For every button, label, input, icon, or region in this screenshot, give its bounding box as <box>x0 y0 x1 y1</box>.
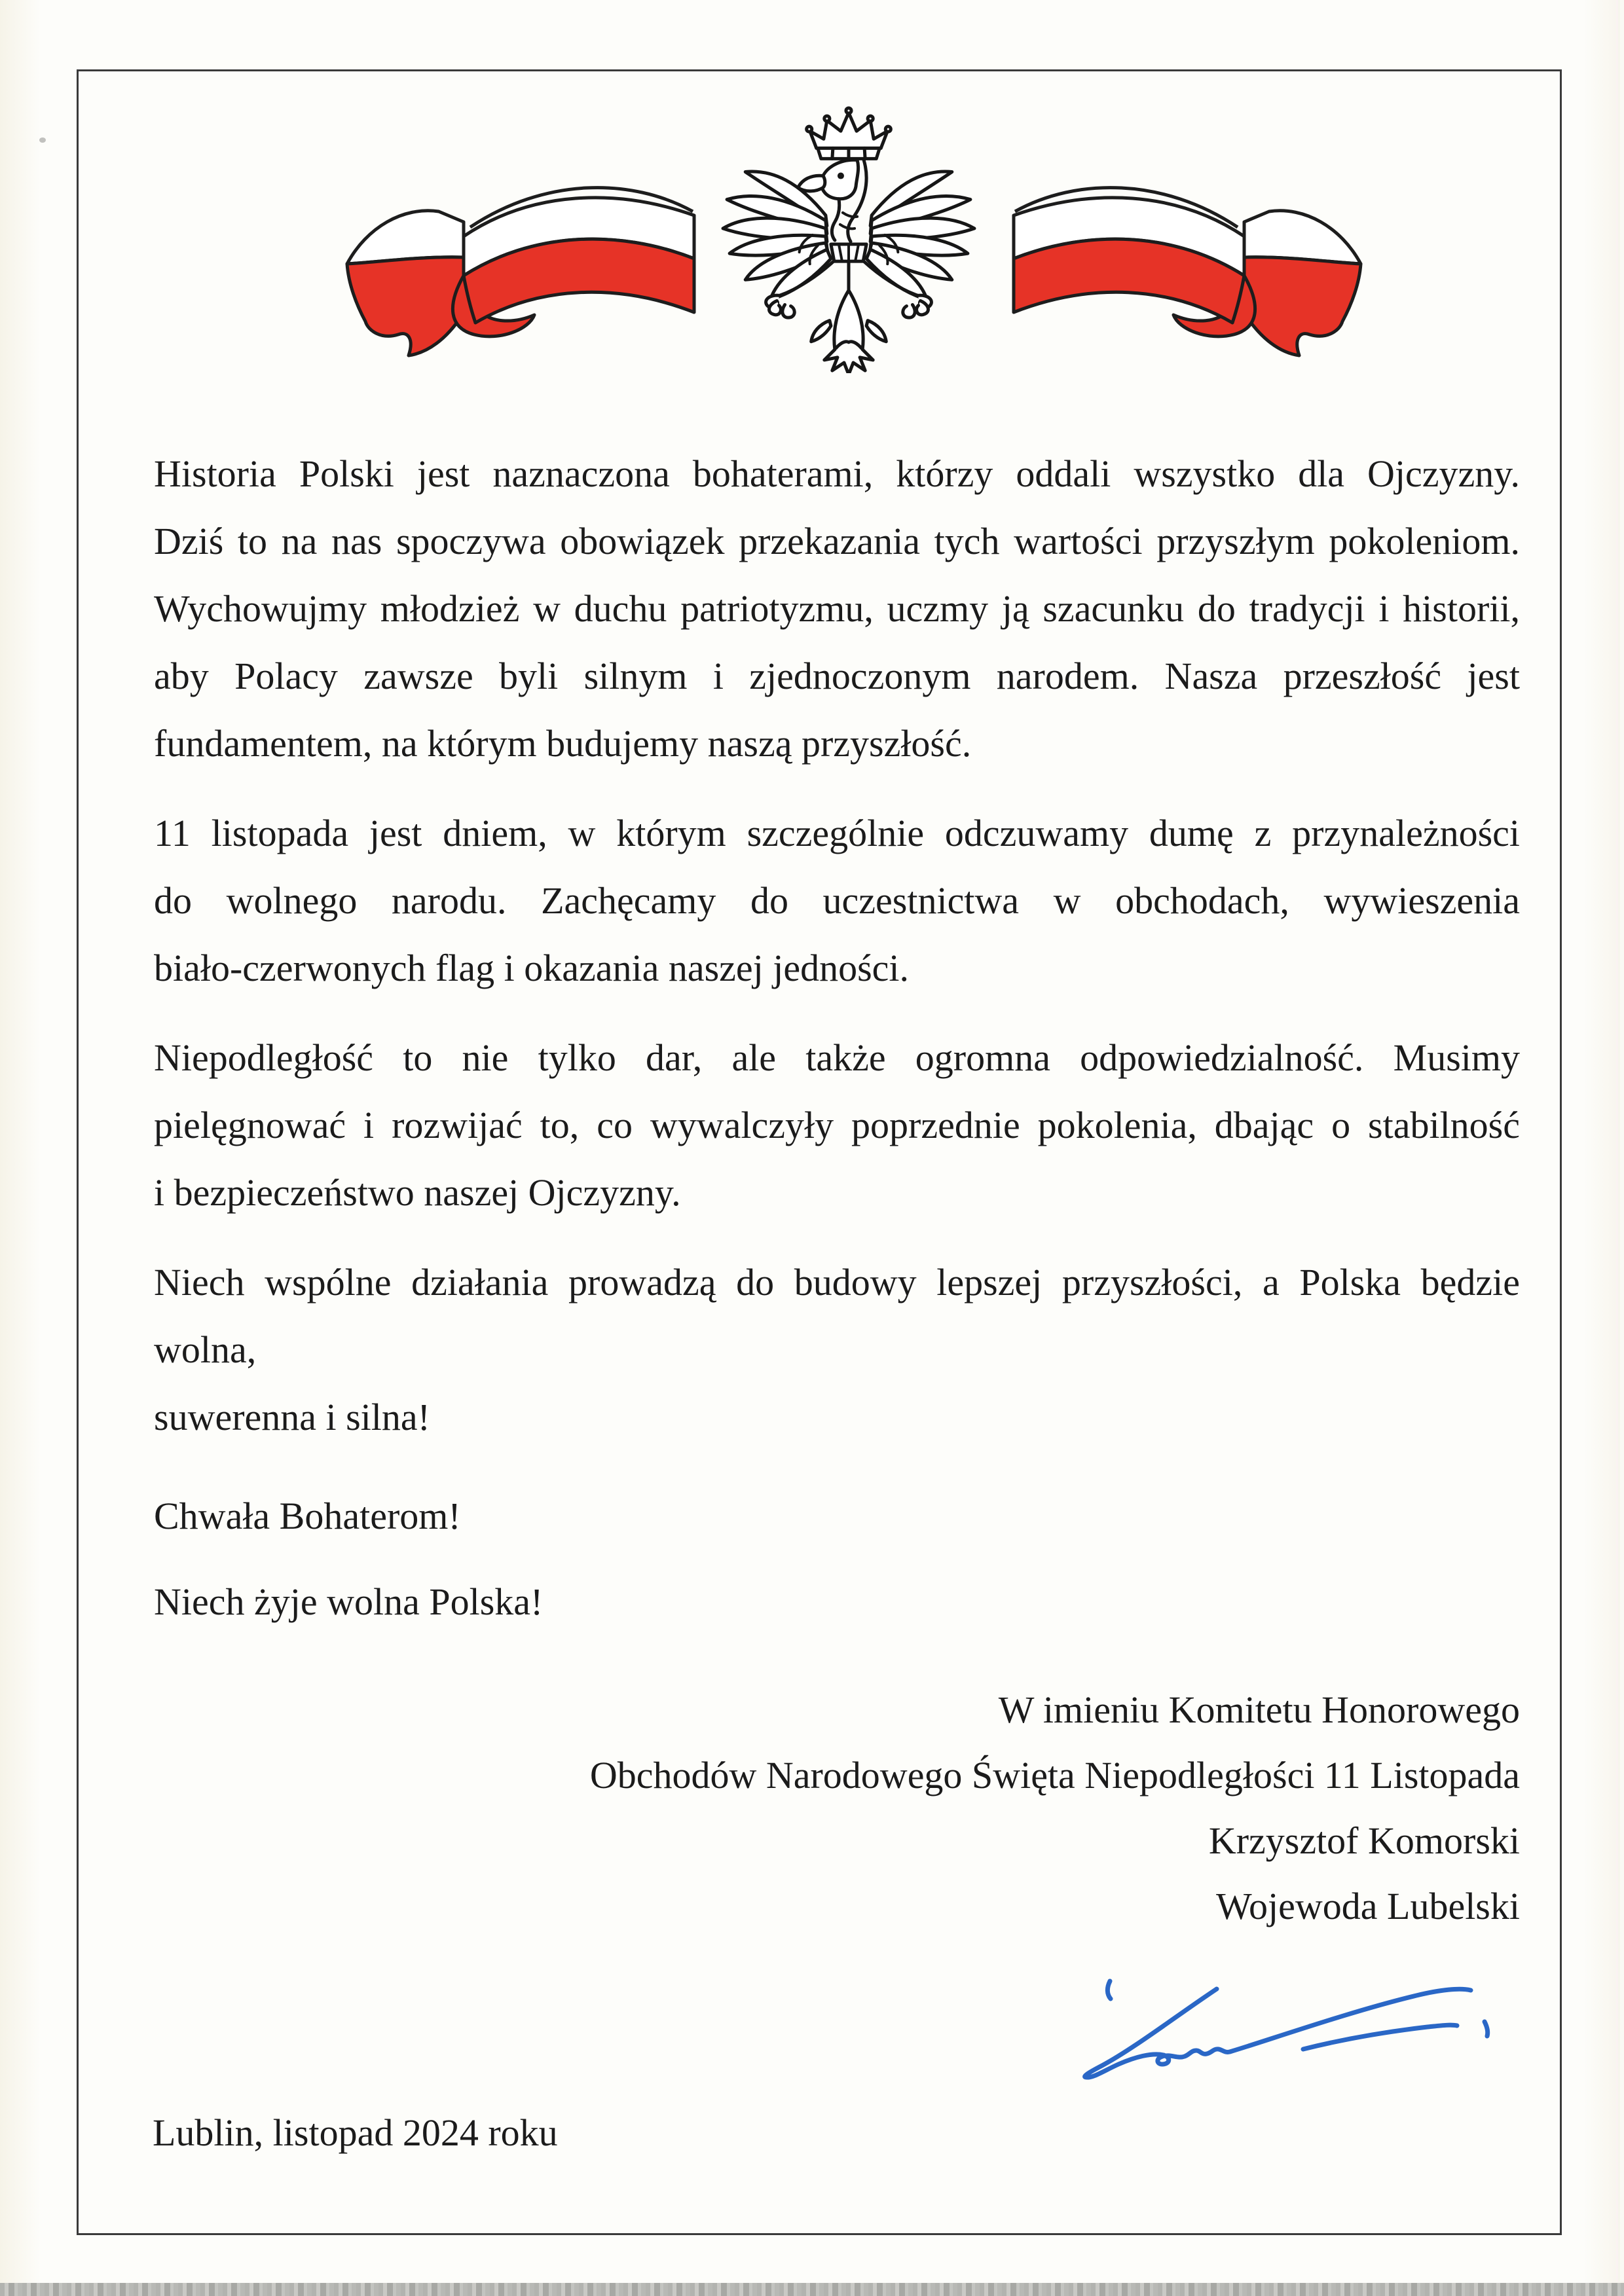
paragraph-3 <box>154 1024 1520 1226</box>
exclamation-line-2 <box>154 1568 1520 1635</box>
scan-edge-artifact <box>1616 0 1624 2282</box>
text-line: Historia Polski jest naznaczona bohaterami, którzy oddali wszystko dla Ojczyzny. <box>154 452 1520 495</box>
closing-line: Wojewoda Lubelski <box>1215 1885 1520 1927</box>
scan-speck <box>39 137 46 143</box>
date-line: Lublin, listopad 2024 roku <box>153 2111 558 2154</box>
text-line: Dziś to na nas spoczywa obowiązek przekazania tych wartości przyszłym pokoleniom. <box>154 520 1520 562</box>
polish-eagle-emblem-icon <box>714 103 984 373</box>
closing-line: W imieniu Komitetu Honorowego <box>998 1688 1520 1731</box>
text-line: Chwała Bohaterom! <box>154 1495 461 1537</box>
paragraph-4 <box>154 1248 1520 1451</box>
exclamation-line-1 <box>154 1482 1520 1550</box>
closing-line: Krzysztof Komorski <box>1208 1819 1520 1862</box>
text-line: biało-czerwonych flag i okazania naszej jedności. <box>154 947 910 989</box>
text-line: do wolnego narodu. Zachęcamy do uczestnictwa w obchodach, wywieszenia <box>154 879 1520 922</box>
text-line: Niech żyje wolna Polska! <box>154 1580 544 1623</box>
text-line: fundamentem, na którym budujemy naszą przyszłość. <box>154 722 972 765</box>
polish-flag-ribbon-left-icon <box>335 159 702 370</box>
text-line: i bezpieczeństwo naszej Ojczyzny. <box>154 1171 681 1214</box>
text-line: 11 listopada jest dniem, w którym szczególnie odczuwamy dumę z przynależności <box>154 812 1520 854</box>
text-line: pielęgnować i rozwijać to, co wywalczyły poprzednie pokolenia, dbając o stabilność <box>154 1104 1520 1146</box>
closing-block <box>154 1677 1520 1939</box>
handwritten-signature <box>1073 1965 1502 2087</box>
text-line: aby Polacy zawsze byli silnym i zjednoczonym narodem. Nasza przeszłość jest <box>154 655 1520 697</box>
text-line: Niepodległość to nie tylko dar, ale także ogromna odpowiedzialność. Musimy <box>154 1036 1520 1079</box>
text-line: suwerenna i silna! <box>154 1396 430 1438</box>
paragraph-1 <box>154 440 1520 777</box>
text-line: Niech wspólne działania prowadzą do budowy lepszej przyszłości, a Polska będzie wolna, <box>154 1261 1520 1371</box>
letter-body <box>154 440 1520 1939</box>
text-line: Wychowujmy młodzież w duchu patriotyzmu, uczmy ją szacunku do tradycji i historii, <box>154 587 1520 630</box>
paragraph-2 <box>154 799 1520 1002</box>
scan-bottom-strip <box>0 2283 1624 2296</box>
closing-line: Obchodów Narodowego Święta Niepodległości 11 Listopada <box>589 1754 1520 1796</box>
polish-flag-ribbon-right-icon <box>1006 159 1373 370</box>
